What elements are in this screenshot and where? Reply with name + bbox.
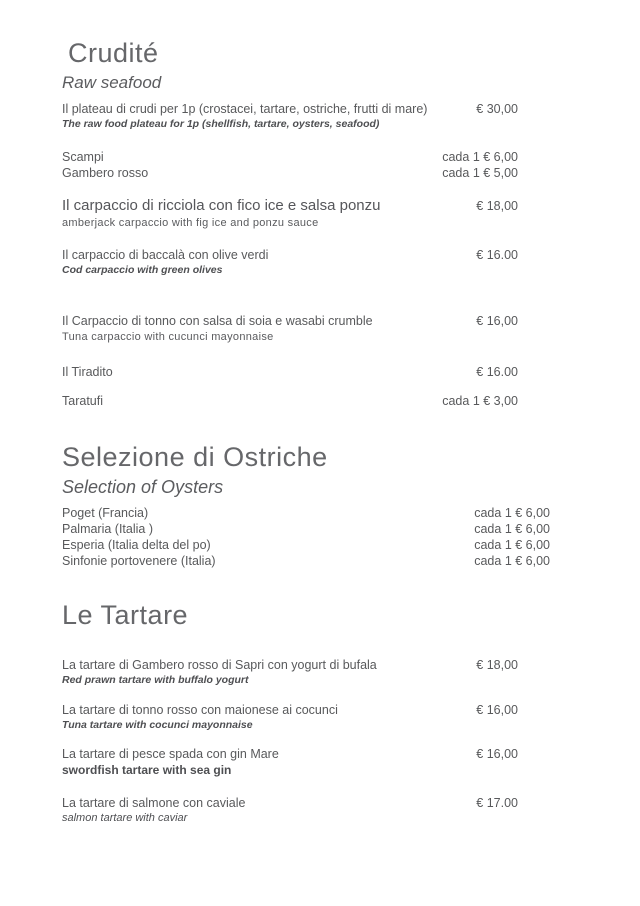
section-title: Le Tartare [62, 600, 189, 630]
section-subtitle: Raw seafood [62, 73, 162, 92]
menu-item [62, 657, 640, 687]
menu-item [62, 101, 640, 131]
item-price: € 16.00 [476, 365, 518, 379]
item-name: Gambero rosso [62, 166, 149, 180]
item-price: € 18,00 [476, 199, 518, 213]
menu-item [62, 313, 640, 344]
menu-section-tartare [62, 600, 640, 825]
item-price: € 30,00 [476, 102, 518, 116]
item-description: swordfish tartare with sea gin [62, 763, 232, 777]
menu-item [62, 247, 640, 277]
item-description: Tuna carpaccio with cucunci mayonnaise [62, 331, 274, 343]
item-description: amberjack carpaccio with fig ice and ponzu sauce [62, 217, 319, 229]
item-name: La tartare di tonno rosso con maionese ai cocunci [62, 703, 338, 717]
item-name: Il Carpaccio di tonno con salsa di soia e wasabi crumble [62, 314, 373, 328]
item-name: Sinfonie portovenere (Italia) [62, 554, 216, 568]
oyster-row [62, 521, 550, 537]
item-description: Tuna tartare with cocunci mayonnaise [62, 719, 253, 731]
item-name: Il carpaccio di baccalà con olive verdi [62, 248, 269, 262]
menu-item [62, 165, 640, 181]
item-price: € 16,00 [476, 703, 518, 717]
item-name: Il plateau di crudi per 1p (crostacei, tartare, ostriche, frutti di mare) [62, 102, 428, 116]
item-price: € 18,00 [476, 658, 518, 672]
menu-item [62, 364, 640, 380]
menu-item [62, 393, 640, 409]
item-price: € 16.00 [476, 248, 518, 262]
item-name: Palmaria (Italia ) [62, 522, 153, 536]
section-title: Selezione di Ostriche [62, 442, 328, 472]
item-price: cada 1 € 6,00 [474, 554, 550, 568]
item-price: cada 1 € 6,00 [474, 506, 550, 520]
item-price: € 16,00 [476, 747, 518, 761]
item-description: Cod carpaccio with green olives [62, 264, 223, 276]
menu-section-ostriche [62, 442, 640, 569]
section-title: Crudité [68, 38, 159, 68]
item-name: Esperia (Italia delta del po) [62, 538, 211, 552]
item-description: salmon tartare with caviar [62, 812, 188, 824]
item-price: € 16,00 [476, 314, 518, 328]
item-description: Red prawn tartare with buffalo yogurt [62, 674, 249, 686]
item-price: cada 1 € 6,00 [474, 538, 550, 552]
item-name: Poget (Francia) [62, 506, 149, 520]
menu-item [62, 149, 640, 165]
item-price: cada 1 € 3,00 [442, 394, 518, 408]
item-name: Il Tiradito [62, 365, 113, 379]
item-name: Scampi [62, 150, 104, 164]
section-subtitle: Selection of Oysters [62, 477, 224, 497]
oyster-row [62, 537, 550, 553]
item-name: La tartare di pesce spada con gin Mare [62, 747, 279, 761]
item-price: cada 1 € 5,00 [442, 166, 518, 180]
item-name: La tartare di Gambero rosso di Sapri con yogurt di bufala [62, 658, 377, 672]
item-name: Il carpaccio di ricciola con fico ice e salsa ponzu [62, 197, 381, 214]
menu-section-crudite [62, 38, 640, 409]
item-price: € 17.00 [476, 796, 518, 810]
item-name: La tartare di salmone con caviale [62, 796, 246, 810]
item-description: The raw food plateau for 1p (shellfish, tartare, oysters, seafood) [62, 118, 380, 130]
menu-item [62, 795, 640, 825]
oyster-row [62, 505, 550, 521]
menu-item [62, 746, 640, 777]
menu-item [62, 702, 640, 732]
item-price: cada 1 € 6,00 [442, 150, 518, 164]
oyster-list [62, 505, 640, 569]
oyster-row [62, 553, 550, 569]
item-name: Taratufi [62, 394, 103, 408]
menu-item [62, 197, 640, 230]
item-price: cada 1 € 6,00 [474, 522, 550, 536]
